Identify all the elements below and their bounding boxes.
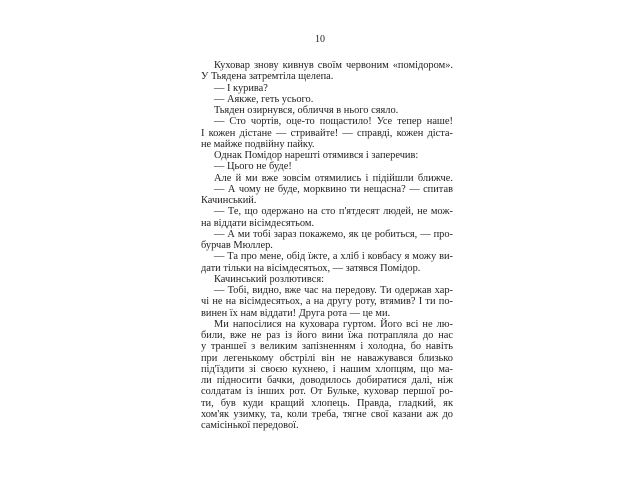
- text-line: Ми напосілися на куховара гуртом. Його всі не лю-: [214, 318, 453, 330]
- text-line: самісінької передової.: [201, 420, 299, 431]
- text-line: — Сто чортів, оце-то пощастило! Усе тепер наше!: [214, 116, 453, 128]
- text-line: — А ми тобі зараз покажемо, як це робиться, — про-: [214, 228, 453, 240]
- text-line: під'їздити зі своєю кухнею, і нашим хлопцям, що ма-: [201, 363, 453, 375]
- text-line: не майже подвійну пайку.: [201, 138, 315, 150]
- text-line: — Аякже, геть усього.: [214, 93, 314, 105]
- page-number: 10: [315, 34, 325, 45]
- text-line: чі не на вісімдесятьох, а на другу роту, втямив? І ти по-: [201, 296, 453, 308]
- text-line: Тьяден озирнувся, обличчя в нього сяяло.: [214, 105, 399, 116]
- text-line: били, вже не раз із його вини їжа потрапляла до нас: [201, 330, 453, 341]
- body-text: [201, 60, 453, 431]
- text-line: на віддати вісімдесятьом.: [201, 217, 315, 229]
- text-line: при легенькому обстрілі він не наважувався близько: [201, 352, 453, 364]
- text-line: хом'як узимку, та, коли треба, тягне свої казани аж до: [201, 408, 453, 420]
- text-line: — Цього не буде!: [214, 161, 292, 173]
- text-line: бурчав Мюллер.: [201, 240, 273, 251]
- text-line: ли підносити бачки, доводилось добиратися далі, ніж: [201, 375, 453, 386]
- text-line: у траншеї з великим запізненням і холодна, бо навіть: [201, 341, 453, 353]
- text-line: — Те, що одержано на сто п'ятдесят людей, не мож-: [214, 206, 453, 218]
- text-line: Куховар знову кивнув своїм червоним «помідором».: [214, 60, 453, 71]
- text-line: ти, був куди кращий хлопець. Правда, гладкий, як: [201, 397, 453, 409]
- text-line: винен їх нам віддати! Друга рота — це ми.: [201, 307, 391, 319]
- text-line: І кожен дістане — стривайте! — справді, кожен діста-: [201, 127, 453, 139]
- text-line: дати тільки на вісімдесятьох, — затявся Помідор.: [201, 262, 421, 274]
- text-line: Але й ми вже зовсім отямились і підійшли ближче.: [214, 172, 453, 184]
- text-line: — А чому не буде, морквино ти нещасна? — спитав: [214, 183, 453, 195]
- text-line: Качинський.: [201, 195, 257, 206]
- text-line: — І курива?: [214, 82, 268, 94]
- text-line: Качинський розлютився:: [214, 273, 324, 285]
- text-line: — Тобі, видно, вже час на передову. Ти одержав хар-: [214, 285, 453, 296]
- text-line: — Та про мене, обід їжте, а хліб і ковбасу я можу ви-: [214, 251, 453, 263]
- text-line: У Тьядена затремтіла щелепа.: [201, 71, 334, 83]
- text-line: солдатам із інших рот. От Бульке, куховар першої ро-: [201, 386, 453, 398]
- text-line: Однак Помідор нарешті отямився і заперечив:: [214, 150, 419, 161]
